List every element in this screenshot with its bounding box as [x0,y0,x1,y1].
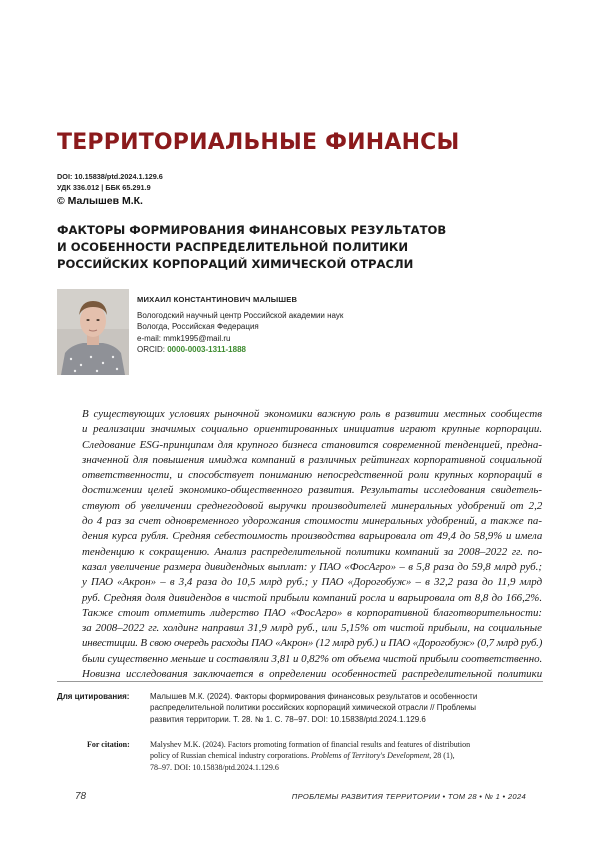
abstract-line: инвестиции. В свою очередь расходы ПАО «Акрон» (12 млрд руб.) и ПАО «Дорогобуж» (0,7 млрд руб.) [82,637,543,650]
orcid-link[interactable]: 0000-0003-1311-1888 [167,345,246,354]
abstract-line: тенденцию к сокращению. Анализ распределительной политики компаний за 2008–2022 гг. по- [82,545,543,558]
author-affiliation: Вологодский научный центр Российской академии наук [137,310,344,320]
author-orcid [137,344,343,356]
citation-ru-text [150,691,543,725]
citation-ru-line: Малышев М.К. (2024). Факторы формирования финансовых результатов и особенности [150,692,478,701]
abstract-line: казал увеличение размера дивидендных выплат: у ПАО «ФосАгро» – в 5,8 раза до 59,8 млрд руб.; [82,560,542,573]
author-location: Вологда, Российская Федерация [137,322,259,331]
citation-en-journal: Problems of Territory's Development [311,751,430,761]
abstract-line: В существующих условиях рыночной экономики важную роль в развитии местных сообществ [82,408,542,420]
citation-en [57,739,543,779]
citation-ru-label: Для цитирования: [57,692,130,701]
abstract-line: ответственности, и способствует пониманию непосредственной роли крупных корпораций в [82,469,542,482]
author-email[interactable]: e-mail: mmk1995@mail.ru [137,333,231,343]
abstract-line: руб. Средняя доля дивидендов в чистой прибыли компаний росла и варьировала от 8,8 до 166,2%. [82,591,543,604]
copyright: © Малышев М.К. [57,195,143,207]
author-name: МИХАИЛ КОНСТАНТИНОВИЧ МАЛЫШЕВ [137,295,298,304]
abstract-line: до 4 раз за счет одновременного удорожания стоимости минеральных удобрений, а также па- [82,515,542,528]
citation-en-text-part: , 28 (1), [429,751,455,761]
abstract-line: Также стоит отметить лидерство ПАО «ФосАгро» в корпоративной благотворительности: [82,606,543,619]
page-number: 78 [75,791,87,802]
citation-en-line [150,750,543,761]
orcid-label: ORCID: [137,345,168,354]
abstract [82,407,542,682]
doi[interactable]: DOI: 10.15838/ptd.2024.1.129.6 [57,172,163,181]
abstract-line: и реализации значимых социально ориентированных инициатив играют крупные корпорации. [82,423,543,436]
section-title: ТЕРРИТОРИАЛЬНЫЕ ФИНАНСЫ [57,130,460,155]
abstract-line: Новизна исследования заключается в определении особенностей распределительной политики [82,668,543,681]
article-title-line: ФАКТОРЫ ФОРМИРОВАНИЯ ФИНАНСОВЫХ РЕЗУЛЬТАТОВ [57,223,447,237]
citation-en-text [150,739,543,773]
citation-en-label: For citation: [87,740,130,749]
running-footer: ПРОБЛЕМЫ РАЗВИТИЯ ТЕРРИТОРИИ • ТОМ 28 • № 1 • 2024 [291,792,526,801]
abstract-line: достижении целей экономико-общественного развития. Результаты исследования свидетель- [82,484,542,497]
citation-en-text-part: policy of Russian chemical industry corporations. [150,751,312,761]
abstract-line: были существенно меньше и составляли 3,81 и 0,82% от объема чистой прибыли соответственно. [82,652,543,665]
author-info [137,294,343,356]
abstract-line: за 2008–2022 гг. холдинг направил 31,9 млрд руб., или 5,15% от чистой прибыли, на социальные [82,622,542,635]
article-title-line: И ОСОБЕННОСТИ РАСПРЕДЕЛИТЕЛЬНОЙ ПОЛИТИКИ [57,240,409,254]
citation-ru [57,691,543,731]
author-photo [57,289,129,375]
citation-ru-line: распределительной политики российских корпораций химической отрасли // Проблемы [150,703,476,713]
citation-divider [57,681,543,682]
citation-en-line: 78–97. DOI: 10.15838/ptd.2024.1.129.6 [150,762,279,772]
article-title [57,222,477,273]
citation-ru-line: развития территории. Т. 28. № 1. С. 78–97. DOI: 10.15838/ptd.2024.1.129.6 [150,714,426,724]
abstract-line: ствуют об увеличении среднегодовой выручки производителей минеральных удобрений от 2,2 [82,499,543,512]
abstract-line: значенной для повышения имиджа компаний в различных рейтингах корпоративной социальной [82,453,542,466]
article-title-line: РОССИЙСКИХ КОРПОРАЦИЙ ХИМИЧЕСКОЙ ОТРАСЛИ [57,257,414,271]
author-portrait-image [57,289,129,375]
abstract-line: дения курса рубля. Средняя себестоимость производства варьировала от 49,4 до 58,9% и имела [82,530,543,543]
udk-bbk: УДК 336.012 | ББК 65.291.9 [57,183,151,192]
abstract-line: Следование ESG-принципам для крупного бизнеса становится современной тенденцией, предна- [82,438,542,451]
abstract-line: у ПАО «Акрон» – в 3,4 раза до 10,5 млрд руб.; у ПАО «Дорогобуж» – в 32,2 раза до 11,9 млрд [82,576,543,589]
citation-en-line: Malyshev M.K. (2024). Factors promoting formation of financial results and features of distribution [150,740,471,749]
